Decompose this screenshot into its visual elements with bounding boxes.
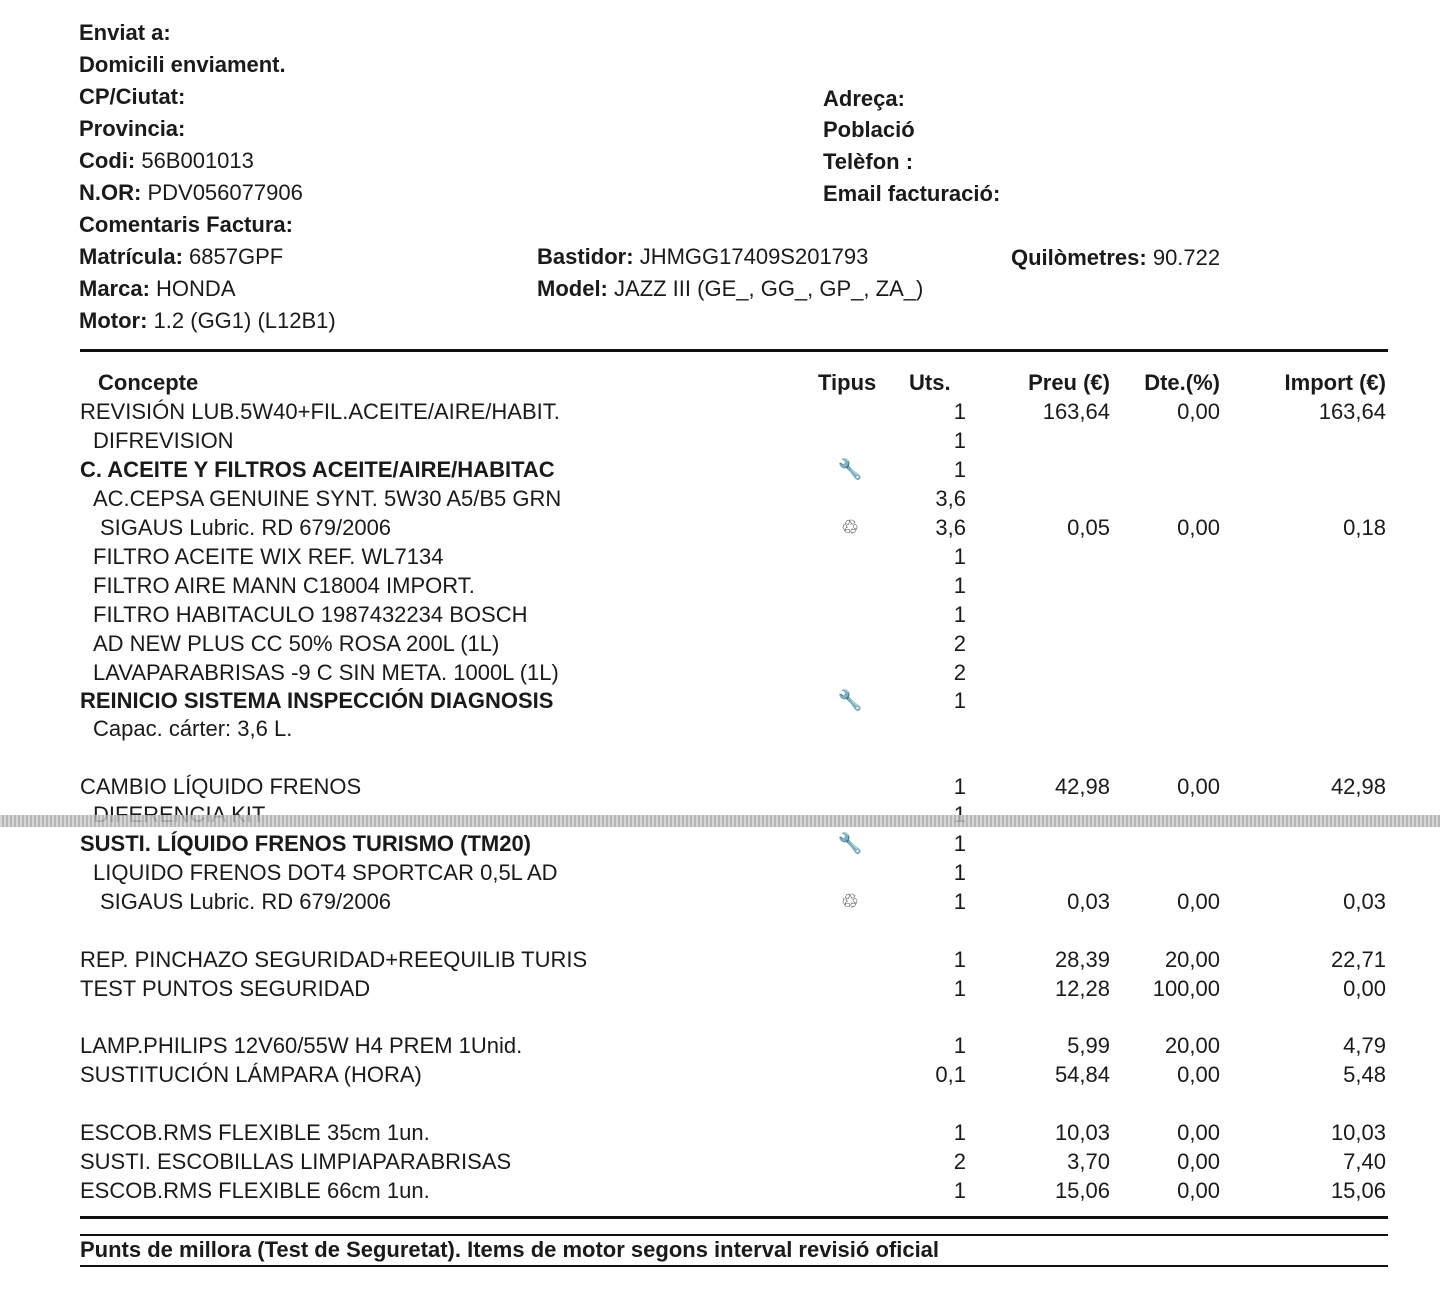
row-uts: 1 <box>953 399 966 424</box>
wrench-icon: 🔧 <box>837 459 863 481</box>
bastidor-value: JHMGG17409S201793 <box>639 244 869 269</box>
row-preu: 0,03 <box>1067 889 1110 914</box>
row-concept: CAMBIO LÍQUIDO FRENOS <box>80 774 362 799</box>
row-uts: 1 <box>953 457 966 482</box>
row-import: 0,18 <box>1343 515 1386 540</box>
table-row <box>0 889 1440 918</box>
row-dte: 0,00 <box>1177 889 1220 914</box>
header-uts: Uts. <box>909 370 951 395</box>
row-concept: SUSTI. LÍQUIDO FRENOS TURISMO (TM20) <box>80 831 532 856</box>
row-concept: FILTRO AIRE MANN C18004 IMPORT. <box>93 573 475 598</box>
header-tipus: Tipus <box>818 370 877 395</box>
row-concept: SUSTITUCIÓN LÁMPARA (HORA) <box>80 1062 422 1087</box>
row-uts: 2 <box>953 1149 966 1174</box>
row-concept: ESCOB.RMS FLEXIBLE 66cm 1un. <box>80 1178 430 1203</box>
row-import: 10,03 <box>1330 1120 1386 1145</box>
row-concept: AD NEW PLUS CC 50% ROSA 200L (1L) <box>93 631 500 656</box>
row-concept: REINICIO SISTEMA INSPECCIÓN DIAGNOSIS <box>80 688 554 713</box>
top-divider <box>80 349 1388 352</box>
row-dte: 20,00 <box>1164 947 1220 972</box>
row-concept: ESCOB.RMS FLEXIBLE 35cm 1un. <box>80 1120 430 1145</box>
table-row <box>0 399 1440 428</box>
row-uts: 1 <box>953 1178 966 1203</box>
table-row <box>0 1033 1440 1062</box>
nor-field <box>79 180 303 206</box>
matricula-field <box>79 244 283 270</box>
provincia-label: Provincia: <box>79 116 186 141</box>
table-row <box>0 515 1440 544</box>
row-preu: 15,06 <box>1054 1178 1110 1203</box>
codi-label: Codi: <box>79 148 136 173</box>
recycle-icon: ♲ <box>841 517 859 539</box>
table-row <box>0 1062 1440 1091</box>
table-row <box>0 947 1440 976</box>
enviat-label: Enviat a: <box>79 20 171 45</box>
table-row <box>0 1120 1440 1149</box>
model-field <box>537 276 923 302</box>
row-dte: 20,00 <box>1164 1033 1220 1058</box>
row-uts: 1 <box>953 688 966 713</box>
motor-label: Motor: <box>79 308 148 333</box>
header-preu: Preu (€) <box>1028 370 1110 395</box>
row-concept: AC.CEPSA GENUINE SYNT. 5W30 A5/B5 GRN <box>93 486 562 511</box>
row-import: 4,79 <box>1343 1033 1386 1058</box>
row-dte: 0,00 <box>1177 1149 1220 1174</box>
row-preu: 163,64 <box>1042 399 1110 424</box>
table-row <box>0 457 1440 486</box>
marca-value: HONDA <box>156 276 236 301</box>
row-uts: 0,1 <box>935 1062 966 1087</box>
quilometres-value: 90.722 <box>1152 245 1221 270</box>
row-uts: 1 <box>953 544 966 569</box>
row-preu: 54,84 <box>1054 1062 1110 1087</box>
bastidor-field <box>537 244 868 270</box>
row-dte: 0,00 <box>1177 1178 1220 1203</box>
row-preu: 3,70 <box>1067 1149 1110 1174</box>
row-import: 42,98 <box>1330 774 1386 799</box>
row-uts: 3,6 <box>935 515 966 540</box>
row-concept: REVISIÓN LUB.5W40+FIL.ACEITE/AIRE/HABIT. <box>80 399 560 424</box>
row-concept: SUSTI. ESCOBILLAS LIMPIAPARABRISAS <box>80 1149 512 1174</box>
wrench-icon: 🔧 <box>837 833 863 855</box>
row-concept: LAVAPARABRISAS -9 C SIN META. 1000L (1L) <box>93 660 559 685</box>
table-row <box>0 631 1440 660</box>
poblacio-label: Població <box>823 117 915 142</box>
wrench-icon: 🔧 <box>837 690 863 712</box>
table-row <box>0 660 1440 689</box>
row-uts: 1 <box>953 976 966 1001</box>
row-concept: SIGAUS Lubric. RD 679/2006 <box>100 515 392 540</box>
bastidor-label: Bastidor: <box>537 244 634 269</box>
marca-label: Marca: <box>79 276 150 301</box>
table-row <box>0 716 1440 745</box>
row-concept: FILTRO ACEITE WIX REF. WL7134 <box>93 544 444 569</box>
row-dte: 0,00 <box>1177 774 1220 799</box>
comentaris-label: Comentaris Factura: <box>79 212 293 237</box>
quilometres-label: Quilòmetres: <box>1011 245 1147 270</box>
row-uts: 1 <box>953 860 966 885</box>
row-uts: 2 <box>953 631 966 656</box>
table-row <box>0 573 1440 602</box>
row-uts: 1 <box>953 889 966 914</box>
row-uts: 1 <box>953 573 966 598</box>
scan-artifact-band <box>0 815 1440 827</box>
table-row <box>0 1149 1440 1178</box>
motor-field <box>79 308 336 334</box>
row-import: 22,71 <box>1330 947 1386 972</box>
row-preu: 28,39 <box>1054 947 1110 972</box>
row-uts: 1 <box>953 831 966 856</box>
row-uts: 1 <box>953 1120 966 1145</box>
row-uts: 1 <box>953 774 966 799</box>
row-uts: 3,6 <box>935 486 966 511</box>
row-concept: TEST PUNTOS SEGURIDAD <box>80 976 371 1001</box>
row-concept: Capac. cárter: 3,6 L. <box>93 716 293 741</box>
bottom-divider <box>80 1216 1388 1219</box>
row-import: 0,03 <box>1343 889 1386 914</box>
telefon-label: Telèfon : <box>823 149 914 174</box>
table-row <box>0 831 1440 860</box>
email-label: Email facturació: <box>823 181 1001 206</box>
nor-value: PDV056077906 <box>147 180 303 205</box>
row-uts: 1 <box>953 947 966 972</box>
table-row <box>0 860 1440 889</box>
table-row <box>0 774 1440 803</box>
footer-top-divider <box>80 1234 1388 1236</box>
recycle-icon: ♲ <box>841 891 859 913</box>
nor-label: N.OR: <box>79 180 142 205</box>
quilometres-field <box>1011 245 1220 271</box>
row-import: 0,00 <box>1343 976 1386 1001</box>
codi-field <box>79 148 254 174</box>
table-row <box>0 688 1440 717</box>
table-row <box>0 602 1440 631</box>
row-import: 15,06 <box>1330 1178 1386 1203</box>
cp-label: CP/Ciutat: <box>79 84 186 109</box>
table-row <box>0 486 1440 515</box>
row-uts: 1 <box>953 1033 966 1058</box>
row-concept: FILTRO HABITACULO 1987432234 BOSCH <box>93 602 528 627</box>
row-dte: 0,00 <box>1177 515 1220 540</box>
row-import: 5,48 <box>1343 1062 1386 1087</box>
table-row <box>0 544 1440 573</box>
row-concept: LIQUIDO FRENOS DOT4 SPORTCAR 0,5L AD <box>93 860 558 885</box>
row-dte: 0,00 <box>1177 399 1220 424</box>
row-preu: 10,03 <box>1054 1120 1110 1145</box>
header-import: Import (€) <box>1284 370 1386 395</box>
header-dte: Dte.(%) <box>1144 370 1220 395</box>
row-import: 7,40 <box>1343 1149 1386 1174</box>
row-preu: 5,99 <box>1067 1033 1110 1058</box>
marca-field <box>79 276 236 302</box>
adreca-label: Adreça: <box>823 86 905 111</box>
row-preu: 0,05 <box>1067 515 1110 540</box>
motor-value: 1.2 (GG1) (L12B1) <box>153 308 336 333</box>
row-uts: 1 <box>953 428 966 453</box>
row-concept: C. ACEITE Y FILTROS ACEITE/AIRE/HABITAC <box>80 457 555 482</box>
table-row <box>0 976 1440 1005</box>
row-preu: 12,28 <box>1054 976 1110 1001</box>
row-dte: 0,00 <box>1177 1120 1220 1145</box>
row-preu: 42,98 <box>1054 774 1110 799</box>
row-dte: 0,00 <box>1177 1062 1220 1087</box>
matricula-value: 6857GPF <box>189 244 284 269</box>
header-concepte: Concepte <box>98 370 199 395</box>
row-concept: LAMP.PHILIPS 12V60/55W H4 PREM 1Unid. <box>80 1033 523 1058</box>
row-concept: SIGAUS Lubric. RD 679/2006 <box>100 889 392 914</box>
matricula-label: Matrícula: <box>79 244 183 269</box>
row-import: 163,64 <box>1318 399 1386 424</box>
model-value: JAZZ III (GE_, GG_, GP_, ZA_) <box>614 276 924 301</box>
table-row <box>0 1178 1440 1207</box>
table-row <box>0 428 1440 457</box>
row-concept: DIFREVISION <box>93 428 234 453</box>
codi-value: 56B001013 <box>141 148 254 173</box>
row-dte: 100,00 <box>1152 976 1220 1001</box>
footer-note: Punts de millora (Test de Seguretat). Items de motor segons interval revisió oficial <box>80 1237 940 1262</box>
model-label: Model: <box>537 276 608 301</box>
row-uts: 1 <box>953 602 966 627</box>
row-concept: REP. PINCHAZO SEGURIDAD+REEQUILIB TURIS <box>80 947 588 972</box>
domicili-label: Domicili enviament. <box>79 52 286 77</box>
footer-bottom-divider <box>80 1265 1388 1267</box>
row-uts: 2 <box>953 660 966 685</box>
